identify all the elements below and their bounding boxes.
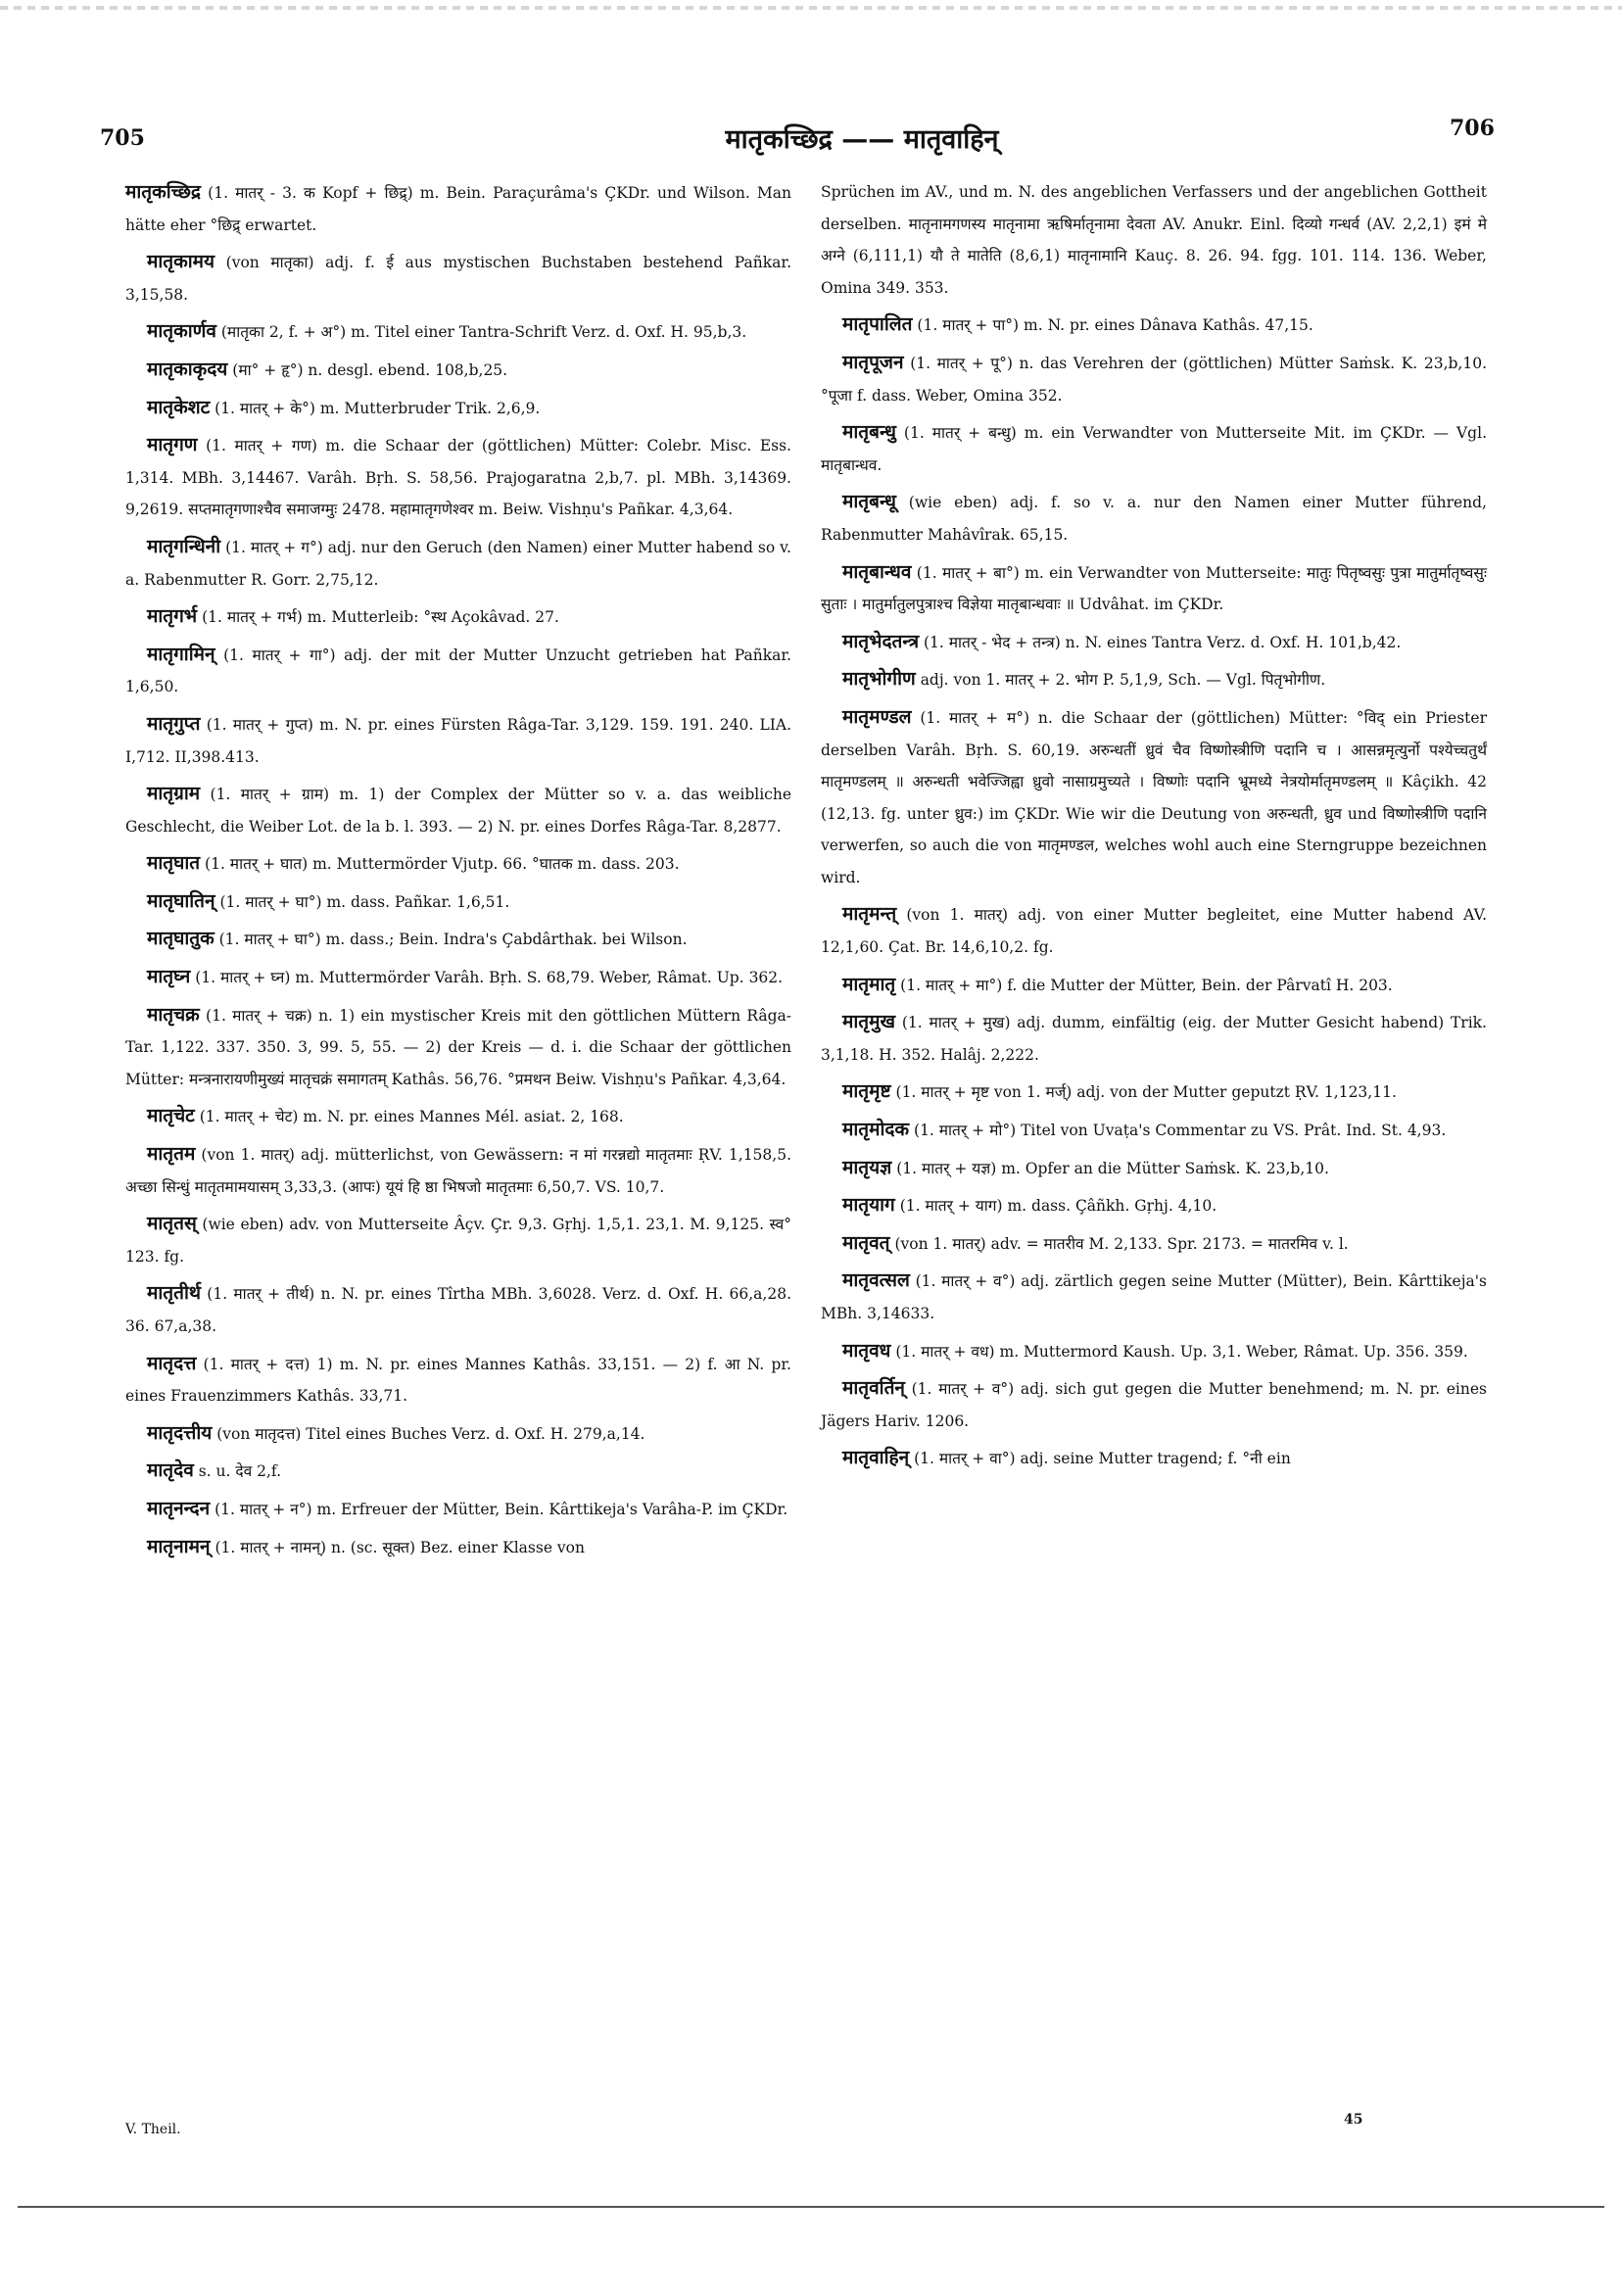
entry-text: (1. मातर् - 3. क Kopf + छिद्र्) m. Bein. Paraçurâma's ÇKDr. und Wilson. Man hätte eher °छिद्र् erwartet. xyxy=(125,184,791,234)
dictionary-entry xyxy=(125,778,791,842)
entry-headword: मातृपालित xyxy=(842,313,913,336)
entry-headword: मातृगामिन् xyxy=(147,643,215,665)
entry-text: (1. मातर् + याग) m. dass. Çâñkh. Gṛhj. 4,10. xyxy=(899,1197,1217,1216)
entry-headword: मातृबन्धू xyxy=(842,491,896,513)
entry-headword: मातृपूजन xyxy=(842,351,904,373)
page-number-left: 705 xyxy=(100,125,145,151)
entry-text: (1. मातर् + वध) m. Muttermord Kaush. Up. 3,1. Weber, Râmat. Up. 356. 359. xyxy=(895,1342,1468,1361)
dictionary-entry xyxy=(821,486,1487,550)
entry-headword: मातृगन्धिनी xyxy=(147,535,221,557)
dictionary-entry xyxy=(125,1417,791,1451)
entry-text: (1. मातर् + पू°) n. das Verehren der (göttlichen) Mütter Saṁsk. K. 23,b,10. °पूजा f. dass. Weber, Omina 352. xyxy=(821,354,1487,405)
entry-text: (1. मातर् + घा°) m. dass. Pañkar. 1,6,51. xyxy=(219,892,510,911)
entry-headword: मातृतीर्थ xyxy=(147,1282,202,1305)
entry-text: (मा° + हृ°) n. desgl. ebend. 108,b,25. xyxy=(232,360,508,379)
entry-headword: मातृवध xyxy=(842,1339,891,1362)
dictionary-entry xyxy=(821,1227,1487,1261)
dictionary-entry xyxy=(821,1335,1487,1368)
entry-headword: मातृबान्धव xyxy=(842,560,912,583)
entry-headword: मातृकार्णव xyxy=(147,320,216,343)
entry-text: (1. मातर् + चक्र) n. 1) ein mystischer Kreis mit den göttlichen Müttern Râga-Tar. 1,122. 337. 350. 3, 99. 5, 55. — 2) der Kreis — d. i. die Schaar der göttlichen Mütter: मन्त्रनारायणीमुख्यं मातृचक्रं समागतम् Kathâs. 56,76. °प्रमथन Beiw. Vishṇu's Pañkar. 4,3,64. xyxy=(125,1006,791,1088)
entry-headword: मातृगण xyxy=(147,434,198,456)
dictionary-entry xyxy=(821,626,1487,659)
entry-headword: मातृगर्भ xyxy=(147,605,198,628)
entry-text: (1. मातर् + दत्त) 1) m. N. pr. eines Mannes Kathâs. 33,151. — 2) f. आ N. pr. eines Frauenzimmers Kathâs. 33,71. xyxy=(125,1355,791,1406)
entry-headword: मातृयज्ञ xyxy=(842,1156,892,1178)
running-head: मातृकच्छिद्र —— मातृवाहिन् xyxy=(725,124,999,155)
entry-text: (1. मातर् + व°) adj. zärtlich gegen seine Mutter (Mütter), Bein. Kârttikeja's MBh. 3,14633. xyxy=(821,1272,1487,1322)
dictionary-entry xyxy=(125,600,791,634)
entry-text: (1. मातर् + नामन्) n. (sc. सूक्त) Bez. einer Klasse von xyxy=(215,1538,585,1556)
entry-headword: मातृकामय xyxy=(147,251,215,273)
entry-text: (1. मातर् + गा°) adj. der mit der Mutter Unzucht getrieben hat Pañkar. 1,6,50. xyxy=(125,646,791,696)
dictionary-entry xyxy=(125,1138,791,1203)
entry-text: s. u. देव 2,f. xyxy=(198,1462,282,1481)
dictionary-entry xyxy=(821,556,1487,621)
entry-text: (1. मातर् + तीर्थ) n. N. pr. eines Tîrtha MBh. 3,6028. Verz. d. Oxf. H. 66,a,28. 36. 67,a,38. xyxy=(125,1285,791,1335)
entry-headword: मातृनन्दन xyxy=(147,1497,211,1519)
entry-text: (1. मातर् + म°) n. die Schaar der (göttlichen) Mütter: °विद् ein Priester derselben Varâh. Bṛh. S. 60,19. अरुन्धतीं ध्रुवं चैव विष्णोस्त्रीणि पदानि च । आसन्नमृत्युर्नो पश्येच्चतुर्थं मातृमण्डलम् ॥ अरुन्धती भवेज्जिह्वा ध्रुवो नासाग्रमुच्यते । विष्णोः पदानि भ्रूमध्ये नेत्रयोर्मातृमण्डलम् ॥ Kâçikh. 42 (12,13. fg. unter ध्रुव:) im ÇKDr. Wie wir die Deutung von अरुन्धती, ध्रुव und विष्णोस्त्रीणि पदानि verwerfen, so auch die von मातृमण्डल, welches wohl auch eine Sterngruppe bezeichnen wird. xyxy=(821,708,1487,886)
entry-text: (1. मातर् + मो°) Titel von Uvaṭa's Commentar zu VS. Prât. Ind. St. 4,93. xyxy=(914,1122,1447,1140)
dictionary-entry xyxy=(125,429,791,526)
entry-headword: मातृघात xyxy=(147,852,201,875)
dictionary-entry xyxy=(125,1100,791,1133)
entry-text: (1. मातर् + ग°) adj. nur den Geruch (den Namen) einer Mutter habend so v. a. Rabenmutter R. Gorr. 2,75,12. xyxy=(125,538,791,589)
entry-headword: मातृग्राम xyxy=(147,783,201,805)
left-column xyxy=(125,176,791,1568)
entry-text: (1. मातर् + गुप्त) m. N. pr. eines Fürsten Râga-Tar. 3,129. 159. 191. 240. LIA. I,712. II,398.413. xyxy=(125,715,791,766)
entry-text: (1. मातर् + मा°) f. die Mutter der Mütter, Bein. der Pârvatî H. 203. xyxy=(900,976,1393,994)
entry-headword: मातृनामन् xyxy=(147,1535,211,1557)
dictionary-entry xyxy=(125,1455,791,1488)
entry-headword: मातृतम xyxy=(147,1143,196,1166)
printer-signature: 45 xyxy=(1344,2112,1363,2128)
dictionary-entry xyxy=(821,1442,1487,1475)
dictionary-entry xyxy=(821,663,1487,696)
dictionary-entry xyxy=(125,639,791,703)
dictionary-entry xyxy=(125,847,791,881)
entry-text: (1. मातर् + ग्राम) m. 1) der Complex der Mütter so v. a. das weibliche Geschlecht, die Weiber Lot. de la b. l. 393. — 2) N. pr. eines Dorfes Râga-Tar. 8,2877. xyxy=(125,786,792,836)
entry-text: (von 1. मातर्) adj. mütterlichst, von Gewässern: न मां गरन्नद्यो मातृतमाः ṚV. 1,158,5. अच्छा सिन्धुं मातृतमामयासम् 3,33,3. (आपः) यूयं हि ष्ठा भिषजो मातृतमाः 6,50,7. VS. 10,7. xyxy=(125,1146,791,1196)
dictionary-entry xyxy=(821,416,1487,481)
entry-text: (1. मातर् - भेद + तन्त्र) n. N. eines Tantra Verz. d. Oxf. H. 101,b,42. xyxy=(924,633,1402,651)
entry-text: (1. मातर् + वा°) adj. seine Mutter tragend; f. °नी ein xyxy=(914,1450,1291,1468)
dictionary-entry xyxy=(125,999,791,1096)
entry-text: (1. मातर् + गण) m. die Schaar der (göttlichen) Mütter: Colebr. Misc. Ess. 1,314. MBh. 3,14467. Varâh. Bṛh. S. 58,56. Prajogaratna 2,b,7. pl. MBh. 3,14369. 9,2619. सप्तमातृगणाश्चैव समाजग्मुः 2478. महामातृगणेश्वर m. Beiw. Vishṇu's Pañkar. 4,3,64. xyxy=(125,437,791,519)
entry-headword: मातृभोगीण xyxy=(842,668,916,691)
entry-headword: मातृगुप्त xyxy=(147,712,201,735)
entry-text: (1. मातर् + न°) m. Erfreuer der Mütter, Bein. Kârttikeja's Varâha-P. im ÇKDr. xyxy=(215,1500,788,1518)
dictionary-entry xyxy=(125,1277,791,1342)
entry-text: (von मातृका) adj. f. ई aus mystischen Buchstaben bestehend Pañkar. 3,15,58. xyxy=(125,254,791,304)
dictionary-entry xyxy=(125,392,791,425)
entry-headword: मातृकाकृदय xyxy=(147,358,228,380)
entry-text: (1. मातर् + यज्ञ) m. Opfer an die Mütter Saṁsk. K. 23,b,10. xyxy=(896,1159,1329,1177)
entry-text: (1. मातर् + पा°) m. N. pr. eines Dânava Kathâs. 47,15. xyxy=(917,316,1313,335)
entry-text: (1. मातर् + घ्न) m. Muttermörder Varâh. Bṛh. S. 68,79. Weber, Râmat. Up. 362. xyxy=(195,969,784,987)
entry-text: (1. मातर् + बा°) m. ein Verwandter von Mutterseite: मातुः पितृष्वसुः पुत्रा मातुर्मातृष्वसुः सुताः । मातुर्मातुलपुत्राश्च विज्ञेया मातृबान्धवाः ॥ Udvâhat. im ÇKDr. xyxy=(821,563,1487,614)
dictionary-entry xyxy=(821,1006,1487,1071)
entry-headword: मातृदेव xyxy=(147,1459,194,1482)
entry-headword: मातृवत् xyxy=(842,1231,890,1254)
dictionary-entry xyxy=(125,1493,791,1526)
entry-text: (1. मातर् + बन्धु) m. ein Verwandter von Mutterseite Mit. im ÇKDr. — Vgl. मातृबान्धव. xyxy=(821,424,1487,474)
entry-headword: मातृमोदक xyxy=(842,1119,910,1141)
entry-text: Sprüchen im AV., und m. N. des angeblichen Verfassers und der angeblichen Gottheit derselben. मातृनामगणस्य मातृनामा ऋषिर्मातृनामा देवता AV. Anukr. Einl. दिव्यो गन्धर्व (AV. 2,2,1) इमं मे अग्ने (6,111,1) यौ ते मातेति (8,6,1) मातृनामानि Kauç. 8. 26. 94. fgg. 101. 114. 136. Weber, Omina 349. 353. xyxy=(821,183,1487,297)
entry-text: (wie eben) adj. f. so v. a. nur den Namen einer Mutter führend, Rabenmutter Mahâvîrak. 65,15. xyxy=(821,494,1487,544)
dictionary-entry xyxy=(821,1265,1487,1329)
entry-headword: मातृघ्न xyxy=(147,966,191,988)
entry-headword: मातृमण्डल xyxy=(842,705,912,728)
entry-headword: मातृबन्धु xyxy=(842,421,896,444)
entry-headword: मातृदत्तीय xyxy=(147,1421,213,1444)
entry-text: (1. मातर् + चेट) m. N. pr. eines Mannes Mél. asiat. 2, 168. xyxy=(199,1108,624,1126)
dictionary-entry xyxy=(125,1208,791,1272)
entry-headword: मातृमातृ xyxy=(842,973,896,995)
dictionary-entry xyxy=(821,176,1487,304)
entry-text: (1. मातर् + मुख) adj. dumm, einfältig (eig. der Mutter Gesicht habend) Trik. 3,1,18. H. 352. Halâj. 2,222. xyxy=(821,1014,1487,1064)
dictionary-entry xyxy=(125,1348,791,1412)
entry-headword: मातृचक्र xyxy=(147,1003,200,1026)
entry-headword: मातृवत्सल xyxy=(842,1269,910,1292)
entry-text: (1. मातर् + घात) m. Muttermörder Vjutp. 66. °घातक m. dass. 203. xyxy=(205,855,680,874)
right-column xyxy=(821,176,1487,1480)
entry-text: (1. मातर् + व°) adj. sich gut gegen die Mutter benehmend; m. N. pr. eines Jägers Hariv. 1206. xyxy=(821,1380,1488,1430)
entry-headword: मातृकच्छिद्र xyxy=(125,181,202,203)
dictionary-entry xyxy=(125,885,791,919)
entry-text: (von 1. मातर्) adv. = मातरीव M. 2,133. Spr. 2173. = मातरमिव v. l. xyxy=(894,1234,1349,1253)
entry-text: (1. मातर् + मृष्ट von 1. मर्ज्) adj. von der Mutter geputzt ṚV. 1,123,11. xyxy=(895,1083,1397,1102)
entry-text: (von मातृदत्त) Titel eines Buches Verz. d. Oxf. H. 279,a,14. xyxy=(216,1424,645,1443)
dictionary-entry xyxy=(821,898,1487,963)
entry-headword: मातृघातिन् xyxy=(147,889,215,912)
dictionary-entry xyxy=(821,347,1487,411)
entry-text: adj. von 1. मातर् + 2. भोग P. 5,1,9, Sch. — Vgl. पितृभोगीण. xyxy=(920,671,1326,690)
dictionary-entry xyxy=(125,1531,791,1564)
dictionary-entry xyxy=(125,961,791,994)
dictionary-entry xyxy=(821,1189,1487,1222)
dictionary-entry xyxy=(821,1152,1487,1185)
page-number-right: 706 xyxy=(1450,116,1495,141)
entry-text: (wie eben) adv. von Mutterseite Âçv. Çr. 9,3. Gṛhj. 1,5,1. 23,1. M. 9,125. स्व° 123. fg. xyxy=(125,1216,791,1266)
dictionary-entry xyxy=(821,701,1487,894)
bottom-rule xyxy=(18,2206,1604,2208)
entry-headword: मातृमृष्ट xyxy=(842,1080,891,1103)
entry-headword: मातृदत्त xyxy=(147,1352,197,1374)
dictionary-entry xyxy=(125,176,791,241)
dictionary-entry xyxy=(821,1076,1487,1109)
dictionary-entry xyxy=(125,531,791,596)
scan-artifact xyxy=(0,6,1622,10)
entry-headword: मातृतस् xyxy=(147,1213,197,1235)
volume-note: V. Theil. xyxy=(125,2122,181,2137)
dictionary-entry xyxy=(125,246,791,311)
entry-text: (1. मातर् + के°) m. Mutterbruder Trik. 2,6,9. xyxy=(215,399,541,417)
entry-text: (मातृका 2, f. + अ°) m. Titel einer Tantra-Schrift Verz. d. Oxf. H. 95,b,3. xyxy=(220,323,747,342)
dictionary-entry xyxy=(821,969,1487,1002)
entry-headword: मातृचेट xyxy=(147,1105,195,1127)
entry-headword: मातृमुख xyxy=(842,1011,896,1033)
dictionary-entry xyxy=(125,315,791,349)
dictionary-entry xyxy=(125,708,791,773)
entry-headword: मातृभेदतन्त्र xyxy=(842,630,920,652)
dictionary-entry xyxy=(821,1114,1487,1147)
entry-text: (1. मातर् + घा°) m. dass.; Bein. Indra's Çabdârthak. bei Wilson. xyxy=(218,931,688,949)
entry-headword: मातृकेशट xyxy=(147,396,211,418)
entry-text: (1. मातर् + गर्भ) m. Mutterleib: °स्थ Açokâvad. 27. xyxy=(202,608,559,627)
entry-headword: मातृयाग xyxy=(842,1194,895,1217)
entry-headword: मातृघातुक xyxy=(147,928,215,950)
entry-text: (von 1. मातर्) adj. von einer Mutter begleitet, eine Mutter habend AV. 12,1,60. Çat. Br. 14,6,10,2. fg. xyxy=(821,906,1487,957)
dictionary-entry xyxy=(821,1372,1487,1437)
dictionary-entry xyxy=(125,354,791,387)
entry-headword: मातृवर्तिन् xyxy=(842,1377,905,1400)
dictionary-entry xyxy=(125,923,791,956)
dictionary-entry xyxy=(821,309,1487,342)
entry-headword: मातृमन्त् xyxy=(842,903,897,926)
entry-headword: मातृवाहिन् xyxy=(842,1447,910,1469)
